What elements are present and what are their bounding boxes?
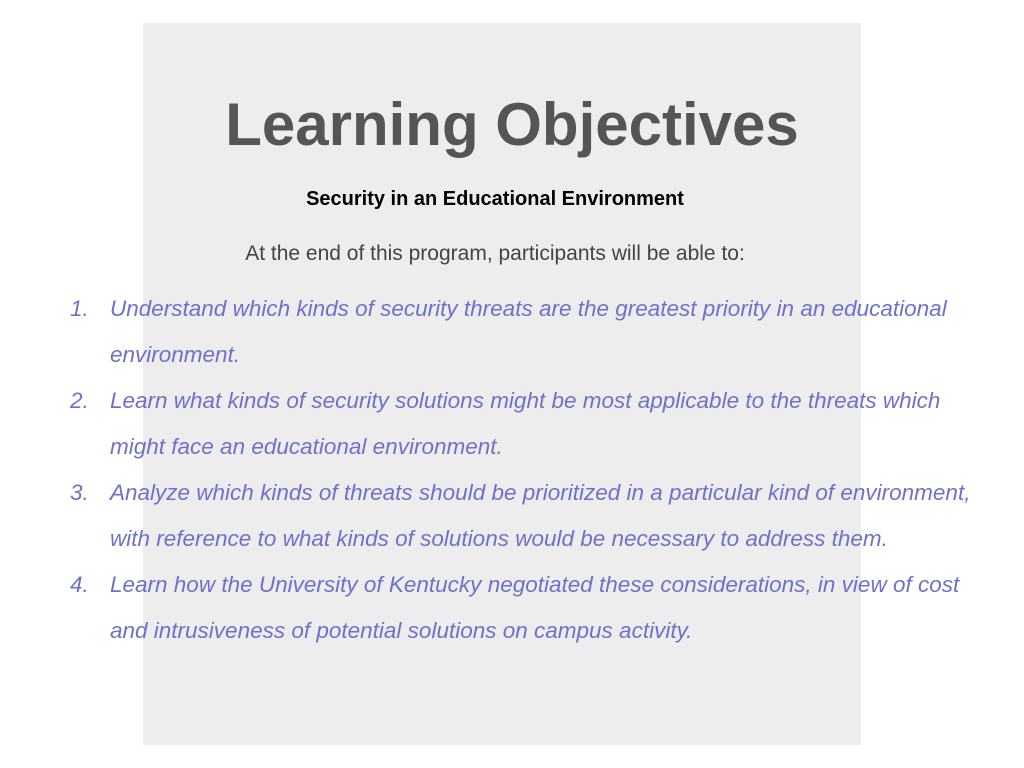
- objective-number: 1.: [70, 296, 89, 321]
- objectives-list: [68, 286, 998, 654]
- objective-text: Analyze which kinds of threats should be prioritized in a particular kind of environment, with reference to what kinds of solutions would be necessary to address them.: [110, 480, 971, 551]
- objective-number: 2.: [70, 388, 89, 413]
- objective-text: Learn what kinds of security solutions might be most applicable to the threats which might face an educational environment.: [110, 388, 941, 459]
- page-title: Learning Objectives: [225, 91, 799, 158]
- objective-item: [68, 378, 998, 470]
- subtitle: Security in an Educational Environment: [306, 188, 684, 210]
- objective-item: [68, 562, 998, 654]
- objective-number: 3.: [70, 480, 89, 505]
- intro-text: At the end of this program, participants will be able to:: [245, 242, 745, 265]
- objective-text: Understand which kinds of security threats are the greatest priority in an educational environment.: [110, 296, 947, 367]
- objective-item: [68, 286, 998, 378]
- objective-number: 4.: [70, 572, 89, 597]
- objective-item: [68, 470, 998, 562]
- objective-text: Learn how the University of Kentucky negotiated these considerations, in view of cost and intrusiveness of potential solutions on campus activity.: [110, 572, 960, 643]
